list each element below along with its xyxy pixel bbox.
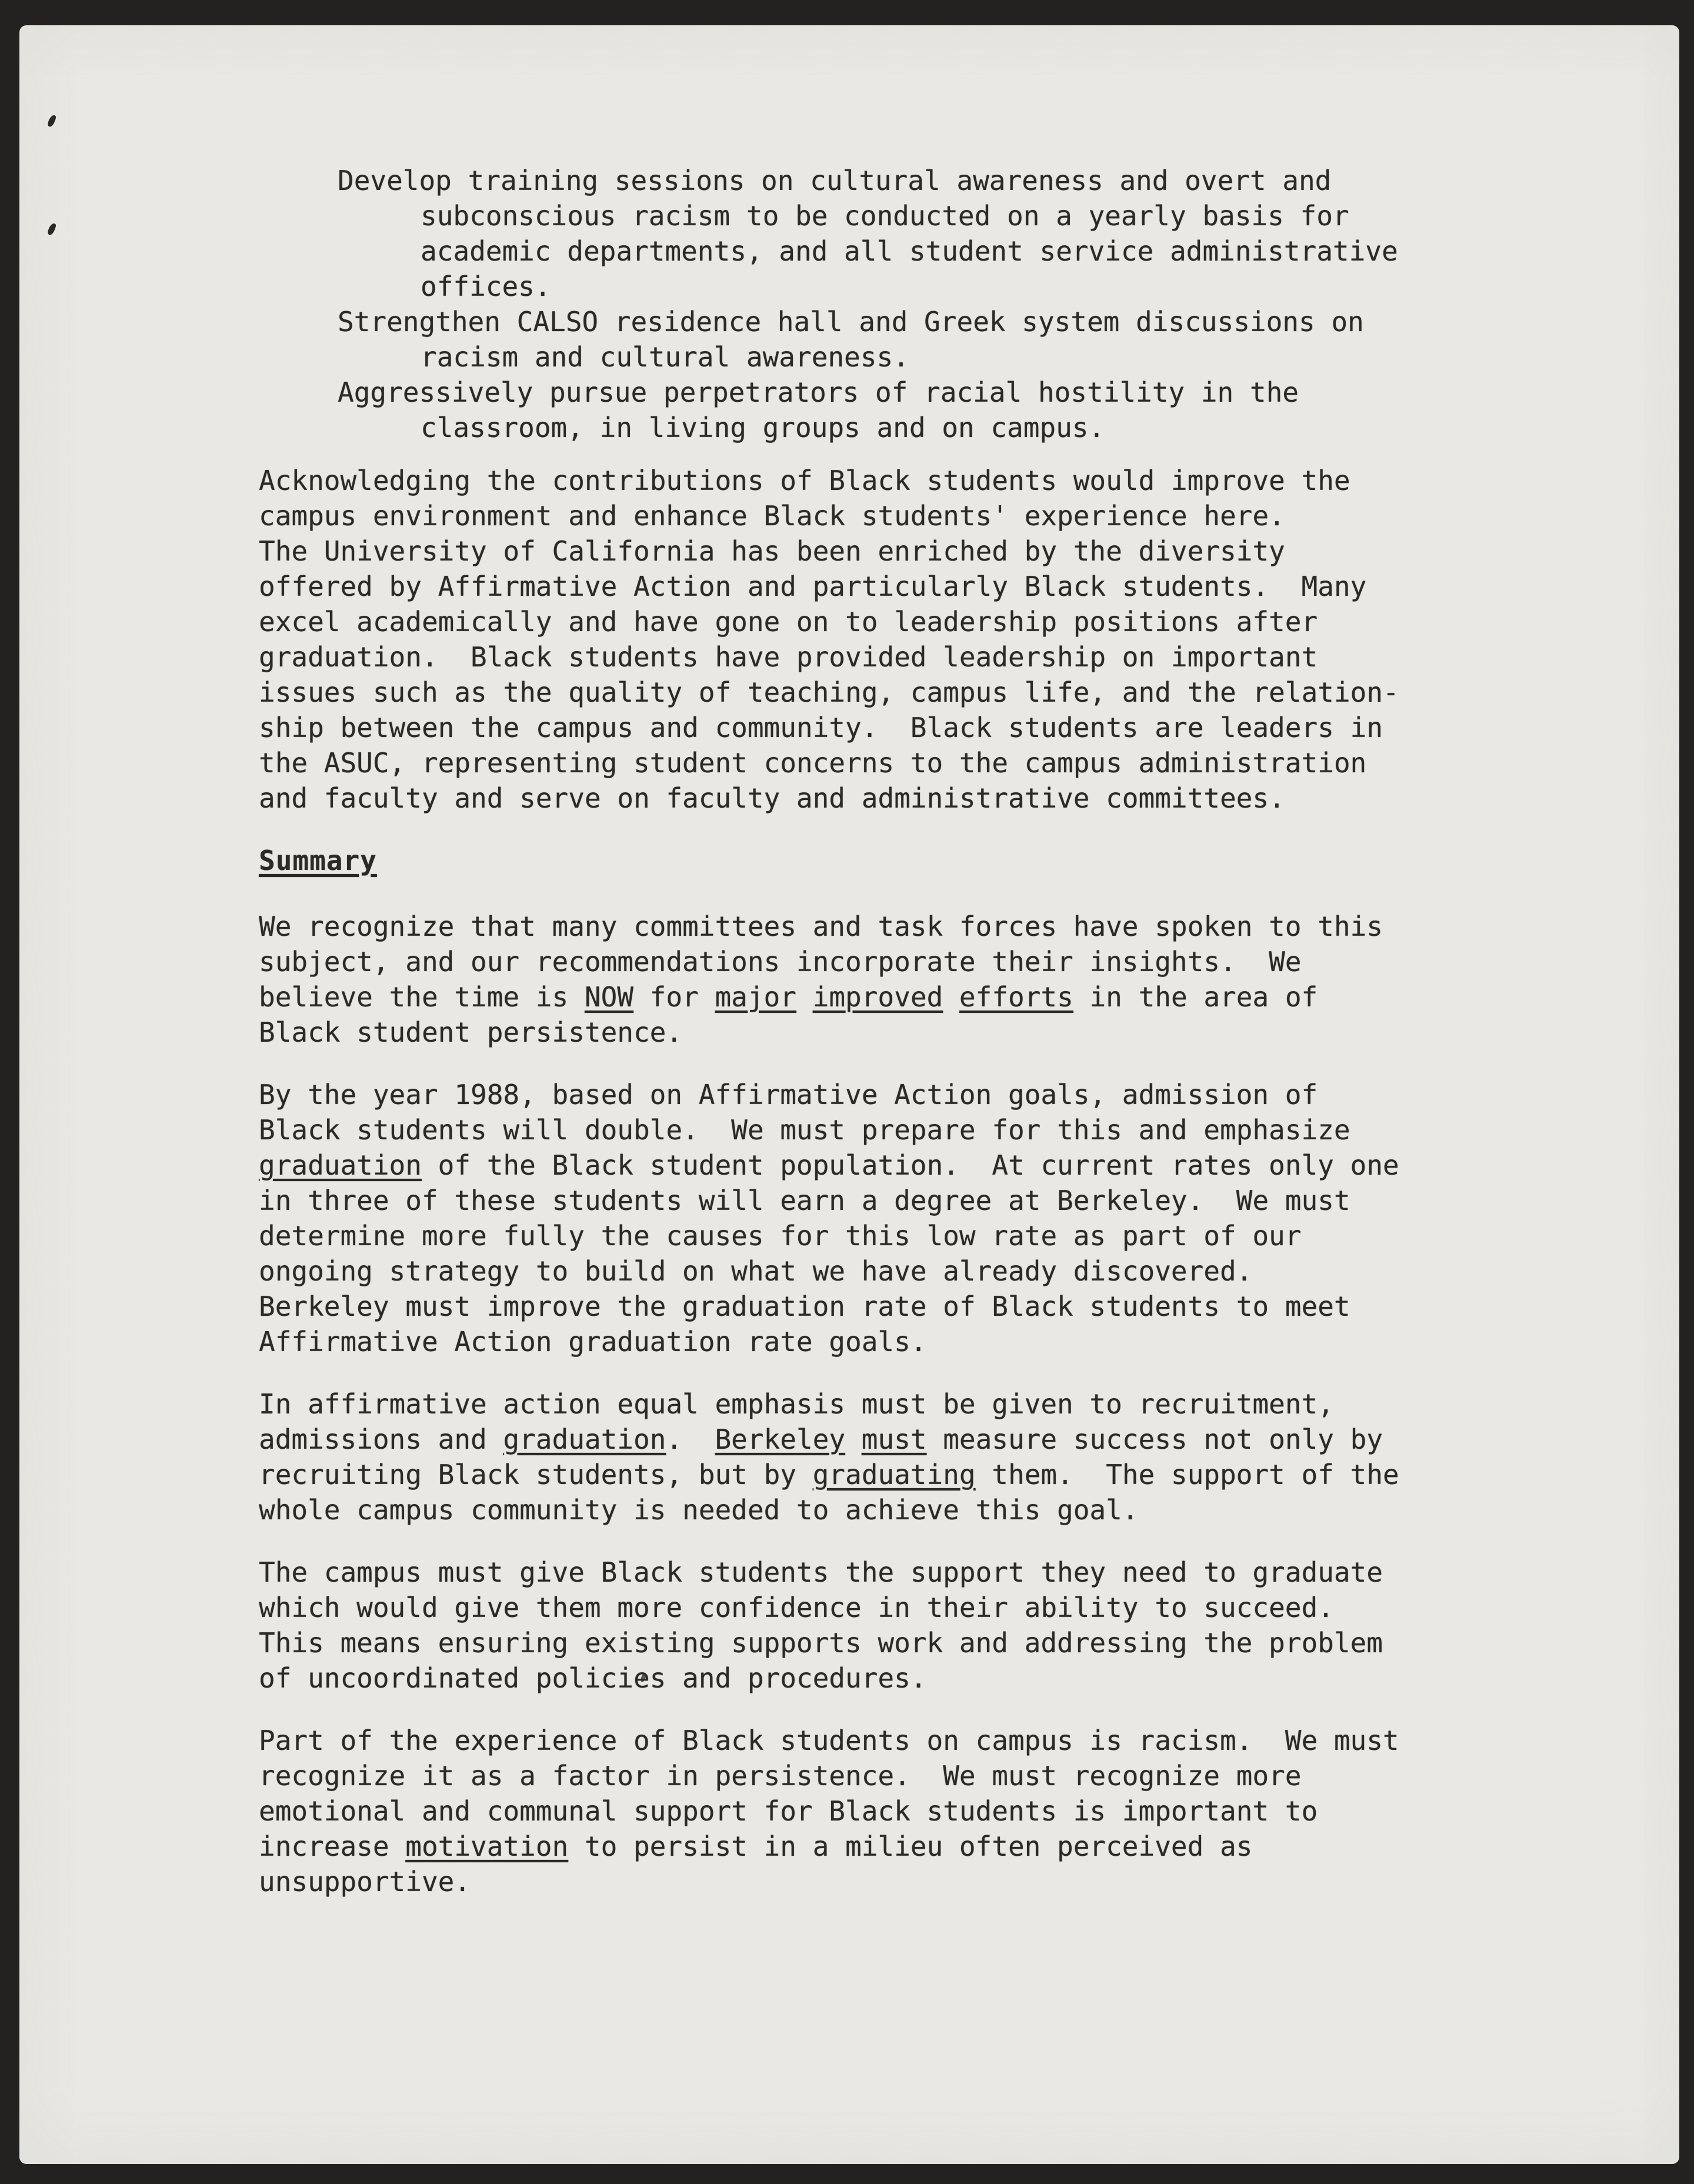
text-segment: Black student persistence.: [259, 1016, 683, 1048]
text-line: [259, 1077, 1576, 1112]
underlined-text: graduation: [259, 1149, 422, 1181]
text-line: [259, 1758, 1576, 1793]
text-segment: issues such as the quality of teaching, campus life, and the relation-: [259, 676, 1399, 708]
text-segment: Part of the experience of Black students on campus is racism. We must: [259, 1725, 1399, 1756]
text-line: [259, 781, 1576, 816]
text-segment: By the year 1988, based on Affirmative Action goals, admission of: [259, 1079, 1318, 1111]
text-segment: unsupportive.: [259, 1866, 471, 1898]
text-line: [259, 339, 1576, 375]
text-line: [259, 198, 1576, 234]
paragraph: [259, 1555, 1576, 1696]
text-line: [259, 1148, 1576, 1183]
text-segment: ongoing strategy to build on what we have already discovered.: [259, 1255, 1253, 1287]
text-line: [259, 1324, 1576, 1359]
underlined-text: must: [861, 1423, 927, 1455]
text-line: [259, 269, 1576, 304]
text-segment: graduation. Black students have provided leadership on important: [259, 641, 1318, 673]
text-segment: Acknowledging the contributions of Black students would improve the: [259, 465, 1350, 496]
text-line: [259, 1386, 1576, 1422]
text-line: [259, 410, 1576, 445]
text-segment: excel academically and have gone on to leadership positions after: [259, 606, 1318, 638]
text-line: [259, 1555, 1576, 1590]
text-line: [259, 1793, 1576, 1829]
underlined-text: improved: [812, 981, 943, 1013]
text-segment: to persist in a milieu often perceived as: [568, 1830, 1253, 1862]
text-line: [259, 604, 1576, 639]
text-line: [259, 234, 1576, 269]
text-segment: Develop training sessions on cultural awareness and overt and: [338, 165, 1332, 196]
text-line: [259, 1183, 1576, 1218]
text-line: [259, 498, 1576, 534]
text-line: [259, 1457, 1576, 1492]
text-segment: Affirmative Action graduation rate goals.: [259, 1326, 927, 1358]
text-line: [259, 1864, 1576, 1899]
text-segment: academic departments, and all student service administrative: [421, 235, 1398, 267]
underlined-text: Berkeley: [715, 1423, 846, 1455]
text-line: [259, 304, 1576, 339]
text-segment: In affirmative action equal emphasis must be given to recruitment,: [259, 1388, 1334, 1420]
scan-speck: [46, 114, 56, 128]
text-segment: .: [666, 1423, 715, 1455]
paragraph: [259, 1077, 1576, 1359]
underlined-text: major: [715, 981, 796, 1013]
text-segment: offered by Affirmative Action and particularly Black students. Many: [259, 571, 1367, 602]
text-segment: racism and cultural awareness.: [421, 341, 909, 373]
text-segment: recognize it as a factor in persistence. We must recognize more: [259, 1760, 1302, 1792]
paragraph: [259, 909, 1576, 1050]
text-segment: Black students will double. We must prepare for this and emphasize: [259, 1114, 1350, 1146]
text-line: [259, 569, 1576, 604]
text-line: [259, 1660, 1576, 1696]
text-segment: campus environment and enhance Black students' experience here.: [259, 500, 1285, 532]
text-segment: Strengthen CALSO residence hall and Greek system discussions on: [338, 306, 1364, 338]
text-line: [259, 745, 1576, 781]
text-line: [259, 979, 1576, 1015]
text-segment: [943, 981, 959, 1013]
underlined-text: Summary: [259, 845, 377, 876]
text-segment: Berkeley must improve the graduation rate of Black students to meet: [259, 1291, 1350, 1322]
text-line: [259, 1253, 1576, 1289]
text-line: [259, 909, 1576, 944]
text-segment: recruiting Black students, but by: [259, 1459, 813, 1491]
text-segment: subconscious racism to be conducted on a yearly basis for: [421, 200, 1349, 232]
text-segment: The campus must give Black students the support they need to graduate: [259, 1556, 1383, 1588]
text-segment: for: [633, 981, 715, 1013]
text-line: [259, 463, 1576, 498]
text-line: [259, 1218, 1576, 1253]
text-segment: subject, and our recommendations incorporate their insights. We: [259, 946, 1302, 978]
text-line: [259, 639, 1576, 675]
text-segment: [796, 981, 813, 1013]
text-segment: whole campus community is needed to achieve this goal.: [259, 1494, 1139, 1526]
paragraph: [259, 1723, 1576, 1899]
text-segment: emotional and communal support for Black students is important to: [259, 1795, 1318, 1827]
text-segment: This means ensuring existing supports work and addressing the problem: [259, 1627, 1383, 1659]
bullet-list: [259, 163, 1576, 445]
underlined-text: motivation: [405, 1830, 569, 1862]
text-line: [259, 675, 1576, 710]
text-line: [259, 1492, 1576, 1528]
paragraph: [259, 1386, 1576, 1528]
text-line: [259, 1015, 1576, 1050]
text-segment: of uncoordinated policies and procedures.: [259, 1662, 927, 1694]
text-segment: determine more fully the causes for this low rate as part of our: [259, 1220, 1302, 1252]
underlined-text: NOW: [584, 981, 633, 1013]
text-line: [259, 534, 1576, 569]
text-segment: We recognize that many committees and task forces have spoken to this: [259, 911, 1383, 942]
text-segment: The University of California has been enriched by the diversity: [259, 535, 1285, 567]
document-paper: [19, 25, 1679, 2164]
text-line: [259, 1112, 1576, 1148]
section-heading: [259, 843, 1576, 878]
underlined-text: graduation: [503, 1423, 666, 1455]
text-line: [259, 944, 1576, 979]
text-line: [259, 1590, 1576, 1625]
text-line: [259, 1289, 1576, 1324]
text-segment: [845, 1423, 862, 1455]
text-segment: offices.: [421, 271, 551, 302]
text-segment: of the Black student population. At current rates only one: [421, 1149, 1399, 1181]
underlined-text: efforts: [959, 981, 1073, 1013]
text-line: [259, 163, 1576, 198]
text-segment: classroom, in living groups and on campus.: [421, 412, 1105, 444]
text-segment: measure success not only by: [926, 1423, 1383, 1455]
text-segment: Aggressively pursue perpetrators of racial hostility in the: [338, 376, 1299, 408]
text-line: [259, 375, 1576, 410]
text-segment: which would give them more confidence in their ability to succeed.: [259, 1592, 1334, 1623]
text-segment: believe the time is: [259, 981, 585, 1013]
text-line: [259, 1723, 1576, 1758]
text-segment: admissions and: [259, 1423, 503, 1455]
text-segment: ship between the campus and community. Black students are leaders in: [259, 712, 1383, 743]
text-segment: and faculty and serve on faculty and administrative committees.: [259, 782, 1285, 814]
paragraph: [259, 463, 1576, 816]
text-segment: in three of these students will earn a degree at Berkeley. We must: [259, 1185, 1350, 1216]
text-line: [259, 710, 1576, 745]
text-segment: the ASUC, representing student concerns to the campus administration: [259, 747, 1367, 779]
text-segment: increase: [259, 1830, 406, 1862]
document-text: [259, 163, 1576, 1926]
text-line: [259, 1829, 1576, 1864]
text-line: [259, 843, 1576, 878]
scan-speck: [46, 222, 56, 236]
text-segment: them. The support of the: [975, 1459, 1399, 1491]
underlined-text: graduating: [812, 1459, 976, 1491]
text-segment: in the area of: [1073, 981, 1318, 1013]
text-line: [259, 1625, 1576, 1660]
text-line: [259, 1422, 1576, 1457]
